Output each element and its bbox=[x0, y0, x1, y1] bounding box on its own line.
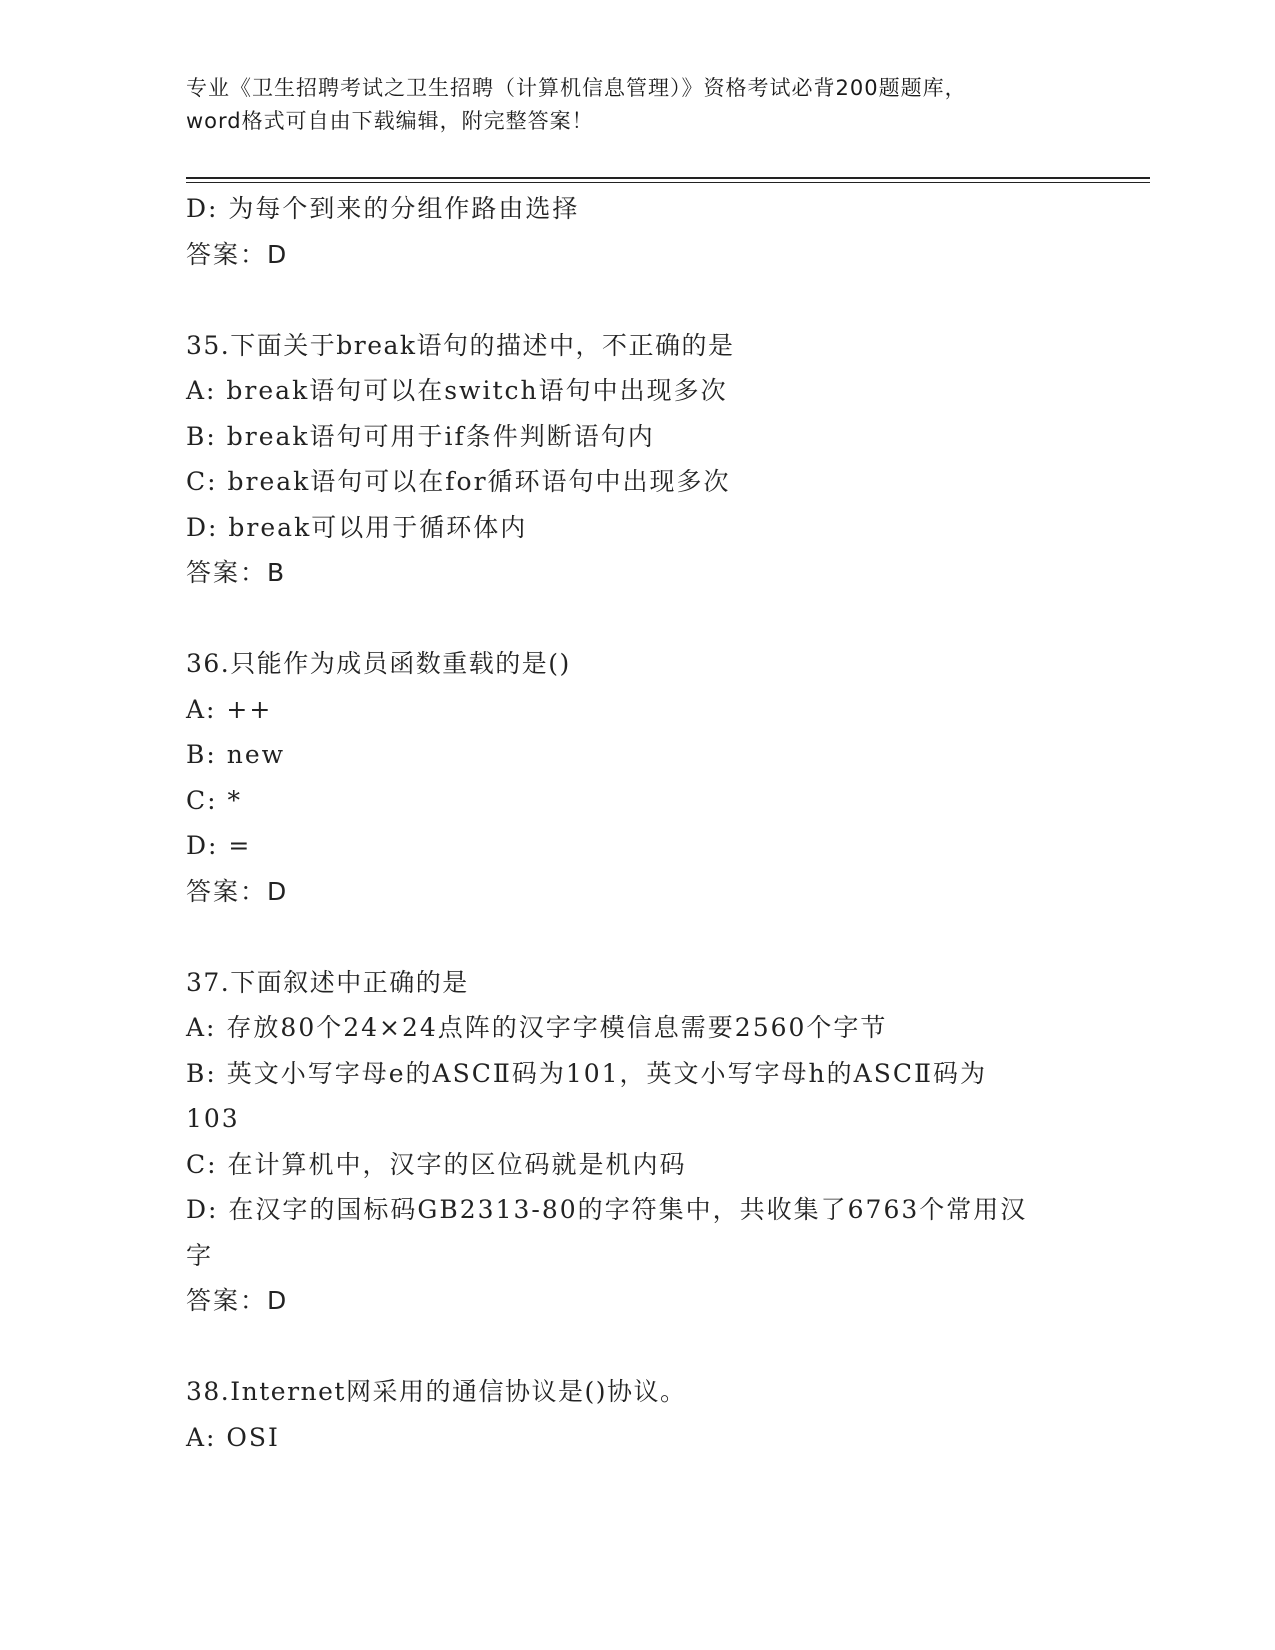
spacer bbox=[186, 596, 1066, 642]
spacer bbox=[186, 914, 1066, 960]
question-34-answer: 答案：D bbox=[186, 239, 289, 269]
question-36-option-a: A: ++ bbox=[186, 694, 273, 724]
question-37-option-c: C: 在计算机中，汉字的区位码就是机内码 bbox=[186, 1149, 687, 1179]
question-38-title: 38.Internet网采用的通信协议是()协议。 bbox=[186, 1377, 687, 1406]
question-36-option-b: B: new bbox=[186, 740, 286, 769]
question-37-option-b-line-2: 103 bbox=[186, 1104, 240, 1133]
question-36-option-d: D: = bbox=[186, 831, 252, 860]
question-37-answer: 答案：D bbox=[186, 1286, 289, 1315]
question-37-option-b-line-1: B: 英文小写字母e的ASCⅡ码为101，英文小写字母h的ASCⅡ码为 bbox=[186, 1058, 987, 1088]
question-35-option-b: B: break语句可用于if条件判断语句内 bbox=[186, 421, 655, 451]
question-36-title: 36.只能作为成员函数重载的是() bbox=[186, 649, 571, 678]
question-35-option-d: D: break可以用于循环体内 bbox=[186, 512, 528, 542]
document-header bbox=[186, 72, 1086, 138]
question-38-option-a: A: OSI bbox=[186, 1422, 280, 1452]
header-divider-thin bbox=[186, 182, 1150, 183]
header-line-2: word格式可自由下载编辑，附完整答案！ bbox=[186, 109, 594, 133]
spacer bbox=[186, 277, 1066, 323]
question-37-title: 37.下面叙述中正确的是 bbox=[186, 967, 469, 997]
spacer bbox=[186, 1324, 1066, 1370]
question-35-title: 35.下面关于break语句的描述中，不正确的是 bbox=[186, 330, 735, 360]
question-37-option-d-line-1: D: 在汉字的国标码GB2313-80的字符集中，共收集了6763个常用汉 bbox=[186, 1195, 1028, 1224]
question-37-option-d-line-2: 字 bbox=[186, 1240, 214, 1270]
header-line-1: 专业《卫生招聘考试之卫生招聘（计算机信息管理）》资格考试必背200题题库， bbox=[186, 76, 967, 100]
question-36-option-c: C: * bbox=[186, 785, 242, 815]
question-35-option-a: A: break语句可以在switch语句中出现多次 bbox=[186, 376, 728, 405]
question-34-option-d: D: 为每个到来的分组作路由选择 bbox=[186, 194, 580, 223]
header-divider-thick bbox=[186, 177, 1150, 179]
question-content bbox=[186, 186, 1066, 1460]
question-35-answer: 答案：B bbox=[186, 558, 287, 587]
question-37-option-a: A: 存放80个24×24点阵的汉字字模信息需要2560个字节 bbox=[186, 1013, 888, 1042]
question-35-option-c: C: break语句可以在for循环语句中出现多次 bbox=[186, 467, 731, 496]
question-36-answer: 答案：D bbox=[186, 876, 289, 906]
